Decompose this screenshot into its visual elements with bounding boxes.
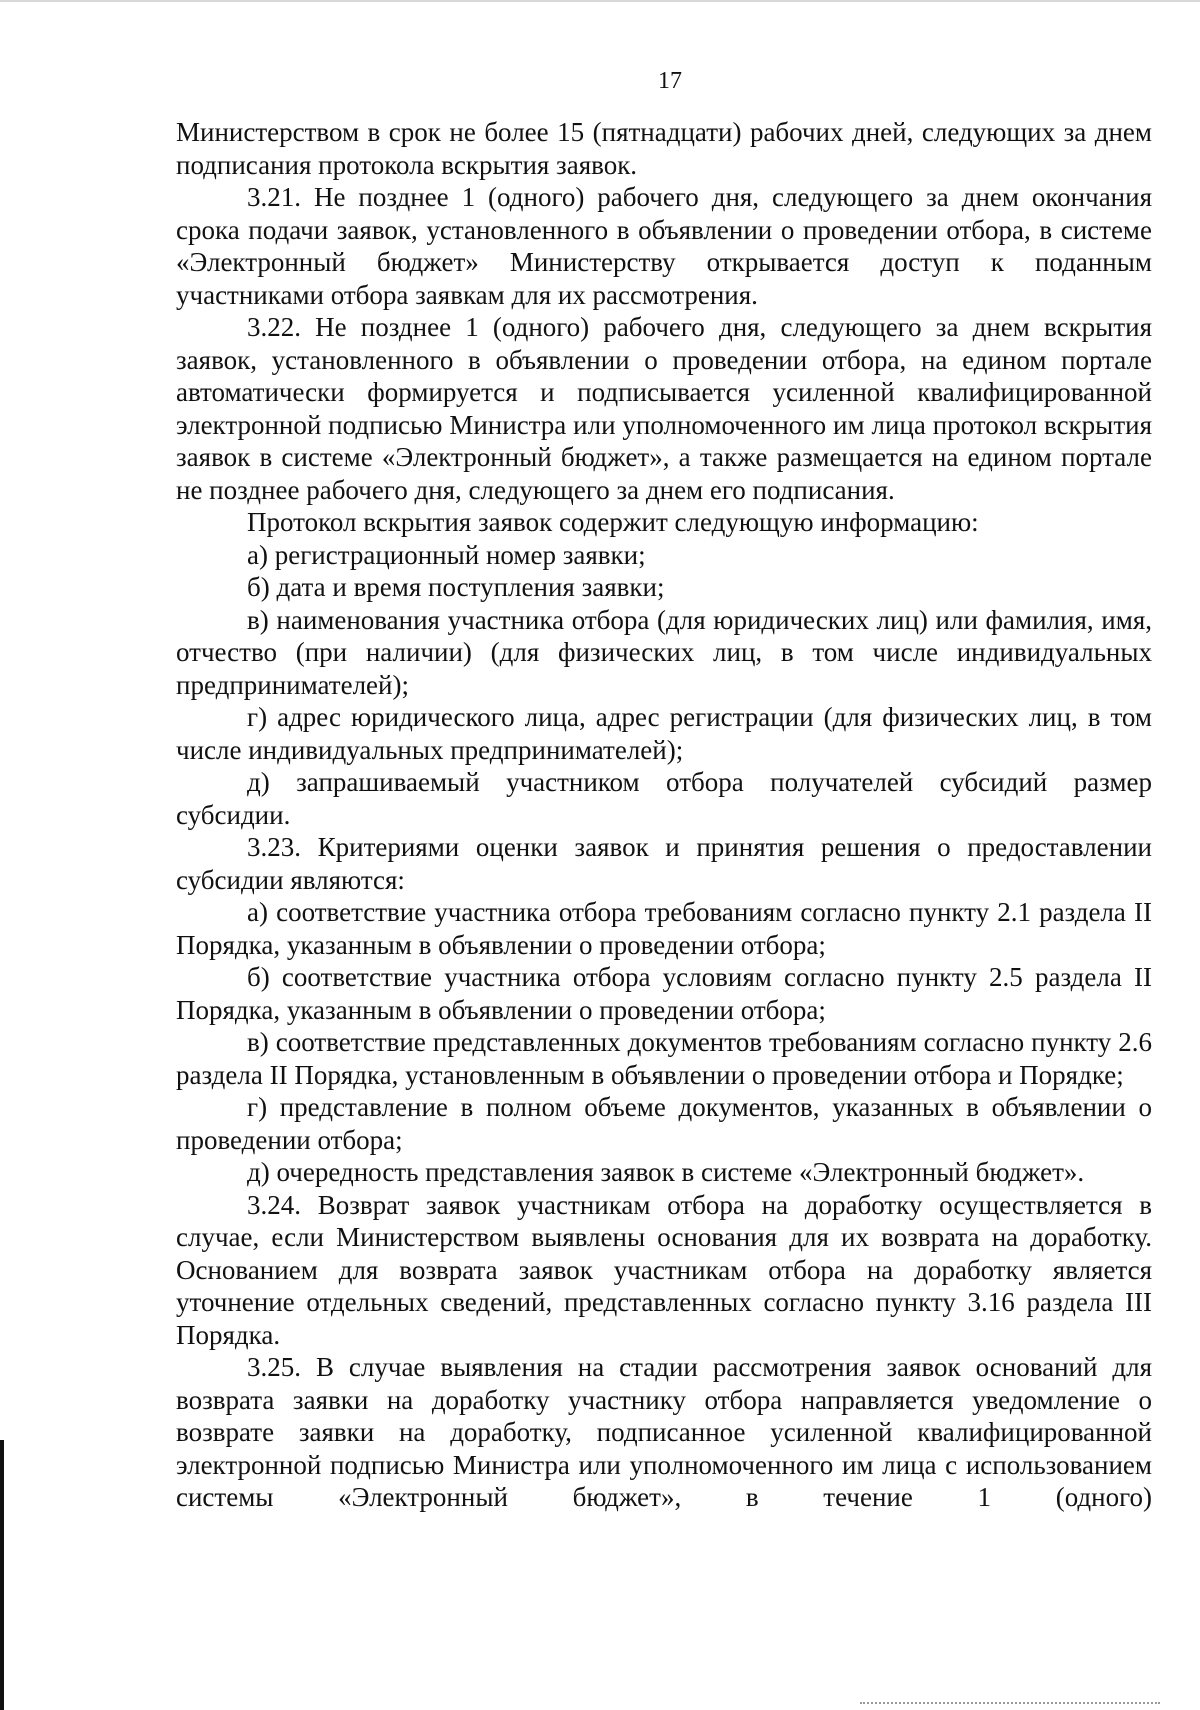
paragraph-continuation: Министерством в срок не более 15 (пятнадцати) рабочих дней, следующих за днем подписания протокола вскрытия заявок. bbox=[176, 117, 1152, 180]
paragraph-3-23: 3.23. Критериями оценки заявок и принятия решения о предоставлении субсидии являются: bbox=[176, 832, 1152, 895]
document-body bbox=[176, 116, 1152, 1514]
page-number: 17 bbox=[658, 68, 682, 94]
criteria-item-b: б) соответствие участника отбора условиям согласно пункту 2.5 раздела II Порядка, указанным в объявлении о проведении отбора; bbox=[176, 962, 1152, 1025]
list-item-g: г) адрес юридического лица, адрес регистрации (для физических лиц, в том числе индивидуальных предпринимателей); bbox=[176, 702, 1152, 765]
paragraph-3-21: 3.21. Не позднее 1 (одного) рабочего дня, следующего за днем окончания срока подачи заявок, установленного в объявлении о проведении отбора, в системе «Электронный бюджет» Министерству открывается доступ к поданным участниками отбора заявкам для их рассмотрения. bbox=[176, 182, 1152, 310]
list-item-d: д) запрашиваемый участником отбора получателей субсидий размер субсидии. bbox=[176, 767, 1152, 830]
paragraph-3-24: 3.24. Возврат заявок участникам отбора на доработку осуществляется в случае, если Министерством выявлены основания для их возврата на доработку. Основанием для возврата заявок участникам отбора на доработку является уточнение отдельных сведений, представленных согласно пункту 3.16 раздела III Порядка. bbox=[176, 1189, 1152, 1350]
scan-top-edge bbox=[0, 0, 1200, 2]
criteria-item-d: д) очередность представления заявок в системе «Электронный бюджет». bbox=[247, 1157, 1085, 1187]
paragraph-3-25: 3.25. В случае выявления на стадии рассмотрения заявок оснований для возврата заявки на доработку участнику отбора направляется уведомление о возврате заявки на доработку, подписанное усиленной квалифицированной электронной подписью Министра или уполномоченного им лица с использованием системы «Электронный бюджет», в течение 1 (одного) bbox=[176, 1352, 1152, 1512]
criteria-item-a: а) соответствие участника отбора требованиям согласно пункту 2.1 раздела II Порядка, указанным в объявлении о проведении отбора; bbox=[176, 897, 1152, 960]
list-item-b: б) дата и время поступления заявки; bbox=[247, 572, 665, 602]
paragraph-protocol-intro: Протокол вскрытия заявок содержит следующую информацию: bbox=[247, 507, 979, 537]
paragraph-3-22: 3.22. Не позднее 1 (одного) рабочего дня, следующего за днем вскрытия заявок, установленного в объявлении о проведении отбора, на едином портале автоматически формируется и подписывается усиленной квалифицированной электронной подписью Министра или уполномоченного им лица протокол вскрытия заявок в системе «Электронный бюджет», а также размещается на едином портале не позднее рабочего дня, следующего за днем его подписания. bbox=[176, 312, 1152, 505]
scan-bottom-marks bbox=[860, 1702, 1160, 1706]
scan-left-edge bbox=[0, 1440, 4, 1710]
list-item-v: в) наименования участника отбора (для юридических лиц) или фамилия, имя, отчество (при наличии) (для физических лиц, в том числе индивидуальных предпринимателей); bbox=[176, 604, 1152, 700]
list-item-a: а) регистрационный номер заявки; bbox=[247, 539, 646, 570]
criteria-item-v: в) соответствие представленных документов требованиям согласно пункту 2.6 раздела II Порядка, установленным в объявлении о проведении отбора и Порядке; bbox=[176, 1027, 1152, 1090]
criteria-item-g: г) представление в полном объеме документов, указанных в объявлении о проведении отбора; bbox=[176, 1092, 1152, 1155]
